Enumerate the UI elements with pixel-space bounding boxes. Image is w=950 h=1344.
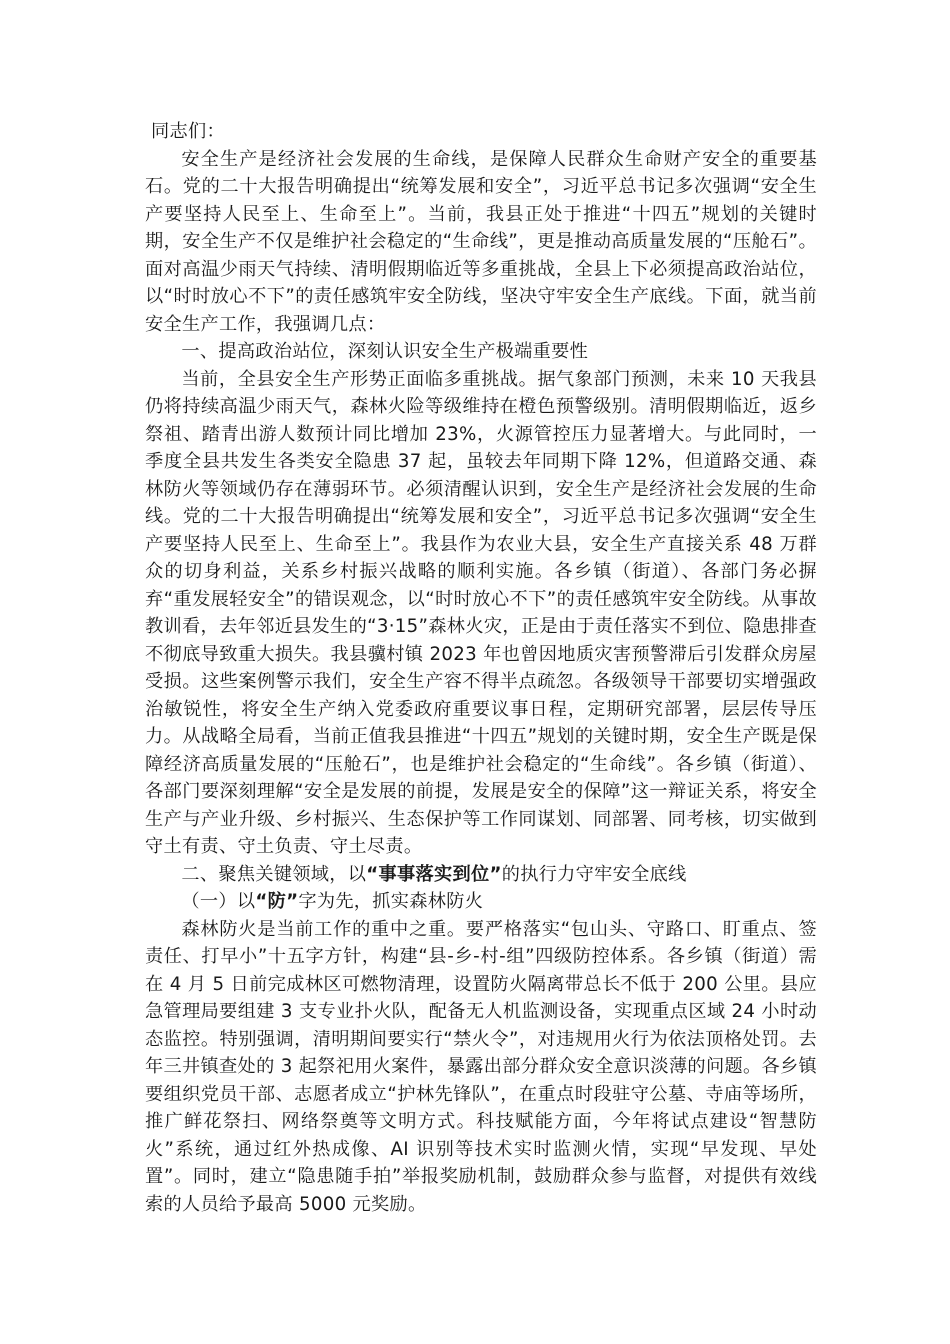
section-1-body: 当前，全县安全生产形势正面临多重挑战。据气象部门预测，未来 10 天我县仍将持续高温少雨天气，森林火险等级维持在橙色预警级别。清明假期临近，返乡祭祖、踏青出游人数预计同比增加 23%，火源管控压力显著增大。与此同时，一季度全县共发生各类安全隐患 37 起，虽较去年同期下降 12%，但道路交通、森林防火等领域仍存在薄弱环节。必须清醒认识到，安全生产是经济社会发展的生命线。党的二十大报告明确提出“统筹发展和安全”，习近平总书记多次强调“安全生产要坚持人民至上、生命至上”。我县作为农业大县，安全生产直接关系 48 万群众的切身利益，关系乡村振兴战略的顺利实施。各乡镇（街道）、各部门务必摒弃“重发展轻安全”的错误观念，以“时时放心不下”的责任感筑牢安全防线。从事故教训看，去年邻近县发生的“3·15”森林火灾，正是由于责任落实不到位、隐患排查不彻底导致重大损失。我县骥村镇 2023 年也曾因地质灾害预警滞后引发群众房屋受损。这些案例警示我们，安全生产容不得半点疏忽。各级领导干部要切实增强政治敏锐性，将安全生产纳入党委政府重要议事日程，定期研究部署，层层传导压力。从战略全局看，当前正值我县推进“十四五”规划的关键时期，安全生产既是保障经济高质量发展的“压舱石”，也是维护社会稳定的“生命线”。各乡镇（街道）、各部门要深刻理解“安全是发展的前提，发展是安全的保障”这一辩证关系，将安全生产与产业升级、乡村振兴、生态保护等工作同谋划、同部署、同考核，切实做到守土有责、守土负责、守土尽责。 [145,368,817,857]
section-1-heading: 一、提高政治站位，深刻认识安全生产极端重要性 [181,341,589,362]
subsection-1-heading-pre: （一）以 [181,891,256,912]
section-2-heading-bold: “事事落实到位” [366,863,502,885]
document-page [145,118,817,1218]
subsection-1-heading [145,888,817,916]
section-2-heading-pre: 二、聚焦关键领域，以 [181,863,367,885]
intro-paragraph: 安全生产是经济社会发展的生命线，是保障人民群众生命财产安全的重要基石。党的二十大报告明确提出“统筹发展和安全”，习近平总书记多次强调“安全生产要坚持人民至上、生命至上”。当前，我县正处于推进“十四五”规划的关键时期，安全生产不仅是维护社会稳定的“生命线”，更是推动高质量发展的“压舱石”。面对高温少雨天气持续、清明假期临近等多重挑战，全县上下必须提高政治站位，以“时时放心不下”的责任感筑牢安全防线，坚决守牢安全生产底线。下面，就当前安全生产工作，我强调几点： [145,148,817,335]
salutation: 同志们： [151,121,225,142]
section-2-heading-post: 的执行力守牢安全底线 [501,863,687,885]
section-2-heading [145,861,817,889]
subsection-1-body: 森林防火是当前工作的重中之重。要严格落实“包山头、守路口、盯重点、签责任、打早小”十五字方针，构建“县-乡-村-组”四级防控体系。各乡镇（街道）需在 4 月 5 日前完成林区可燃物清理，设置防火隔离带总长不低于 200 公里。县应急管理局要组建 3 支专业扑火队，配备无人机监测设备，实现重点区域 24 小时动态监控。特别强调，清明期间要实行“禁火令”，对违规用火行为依法顶格处罚。去年三井镇查处的 3 起祭祀用火案件，暴露出部分群众安全意识淡薄的问题。各乡镇要组织党员干部、志愿者成立“护林先锋队”，在重点时段驻守公墓、寺庙等场所，推广鲜花祭扫、网络祭奠等文明方式。科技赋能方面，今年将试点建设“智慧防火”系统，通过红外热成像、AI 识别等技术实时监测火情，实现“早发现、早处置”。同时，建立“隐患随手拍”举报奖励机制，鼓励群众参与监督，对提供有效线索的人员给予最高 5000 元奖励。 [145,918,817,1215]
subsection-1-heading-post: 字为先，抓实森林防火 [298,891,484,912]
subsection-1-heading-bold: “防” [255,891,299,912]
